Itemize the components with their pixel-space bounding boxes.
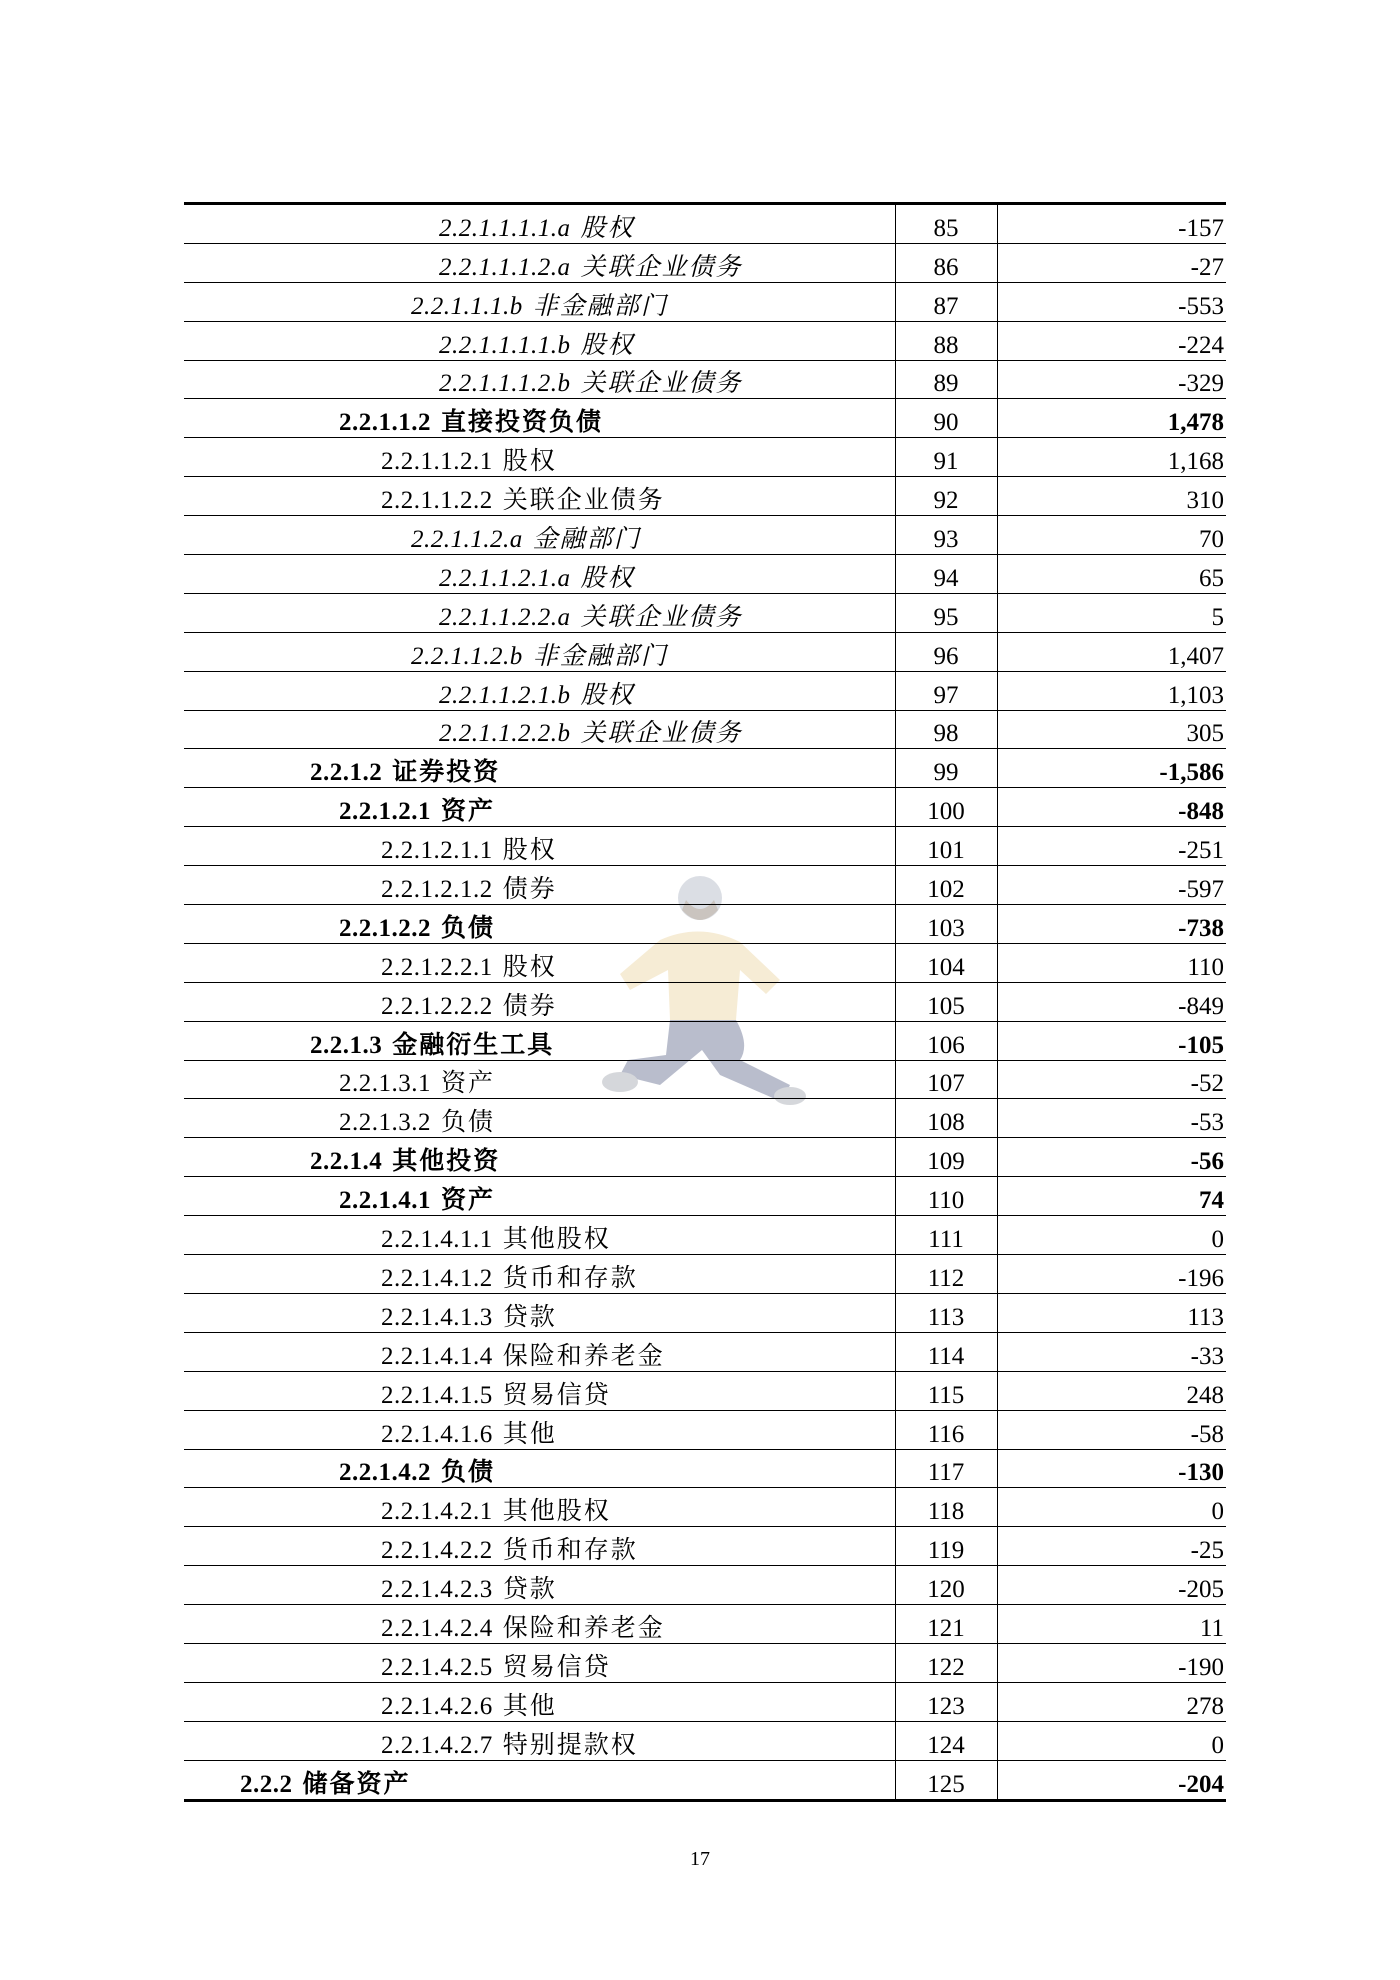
item-code: 2.2.1.2.2.1: [381, 953, 493, 981]
line-number-cell: 102: [895, 866, 997, 905]
item-label-cell: [184, 282, 895, 321]
item-label-cell: [184, 982, 895, 1021]
item-label-cell: [184, 1643, 895, 1682]
item-code: 2.2.1.2.2: [339, 914, 431, 942]
item-label-cell: [184, 710, 895, 749]
item-label-cell: [184, 1721, 895, 1760]
value-cell: -329: [997, 360, 1226, 399]
item-name: 金融部门: [532, 526, 641, 554]
line-number-cell: 93: [895, 516, 997, 555]
line-number-cell: 109: [895, 1138, 997, 1177]
line-number-cell: 91: [895, 438, 997, 477]
item-name: 其他股权: [502, 1498, 611, 1526]
value-cell: -597: [997, 866, 1226, 905]
item-label-cell: [184, 749, 895, 788]
item-code: 2.2.1.4.1.6: [381, 1420, 493, 1448]
value-cell: 70: [997, 516, 1226, 555]
item-name: 资产: [441, 798, 496, 826]
item-label-cell: [184, 1177, 895, 1216]
table-row: [184, 243, 1226, 282]
table-row: [184, 1605, 1226, 1644]
item-name: 其他: [502, 1420, 557, 1448]
item-code: 2.2.1.1.2.1.a: [439, 564, 571, 592]
value-cell: -58: [997, 1410, 1226, 1449]
table-row: [184, 438, 1226, 477]
item-label-cell: [184, 827, 895, 866]
item-name: 保险和养老金: [502, 1614, 665, 1642]
item-code: 2.2.1.4.1.3: [381, 1303, 493, 1331]
item-label-cell: [184, 943, 895, 982]
table-row: [184, 1721, 1226, 1760]
item-name: 储备资产: [302, 1770, 411, 1798]
item-name: 负债: [441, 914, 496, 942]
table-row: [184, 749, 1226, 788]
line-number-cell: 87: [895, 282, 997, 321]
balance-of-payments-table: [184, 202, 1226, 1802]
item-name: 关联企业债务: [580, 720, 743, 748]
item-code: 2.2.1.3.1: [339, 1070, 431, 1098]
item-code: 2.2.1.3.2: [339, 1109, 431, 1137]
item-label-cell: [184, 1682, 895, 1721]
item-label-cell: [184, 1527, 895, 1566]
item-code: 2.2.1.1.1.1.a: [439, 214, 571, 242]
item-name: 股权: [580, 564, 635, 592]
item-name: 非金融部门: [532, 292, 668, 320]
table-row: [184, 1527, 1226, 1566]
table-row: [184, 321, 1226, 360]
value-cell: -52: [997, 1060, 1226, 1099]
value-cell: 110: [997, 943, 1226, 982]
item-name: 货币和存款: [502, 1537, 638, 1565]
table-row: [184, 710, 1226, 749]
value-cell: 0: [997, 1216, 1226, 1255]
value-cell: -1,586: [997, 749, 1226, 788]
item-code: 2.2.1.4.2.7: [381, 1731, 493, 1759]
item-code: 2.2.1.1.1.1.b: [439, 331, 571, 359]
item-code: 2.2.1.1.2: [339, 409, 431, 437]
line-number-cell: 90: [895, 399, 997, 438]
item-code: 2.2.1.1.1.b: [411, 292, 523, 320]
value-cell: -190: [997, 1643, 1226, 1682]
line-number-cell: 117: [895, 1449, 997, 1488]
value-cell: 1,478: [997, 399, 1226, 438]
item-name: 关联企业债务: [580, 603, 743, 631]
line-number-cell: 110: [895, 1177, 997, 1216]
line-number-cell: 103: [895, 905, 997, 944]
table-body: [184, 204, 1226, 1801]
item-label-cell: [184, 1060, 895, 1099]
value-cell: -56: [997, 1138, 1226, 1177]
item-code: 2.2.1.4.1.4: [381, 1342, 493, 1370]
line-number-cell: 118: [895, 1488, 997, 1527]
value-cell: 248: [997, 1371, 1226, 1410]
table-row: [184, 593, 1226, 632]
item-code: 2.2.1.4.1: [339, 1187, 431, 1215]
line-number-cell: 122: [895, 1643, 997, 1682]
item-code: 2.2.1.4.2.2: [381, 1537, 493, 1565]
item-code: 2.2.1.1.2.2.a: [439, 603, 571, 631]
item-label-cell: [184, 671, 895, 710]
table-row: [184, 204, 1226, 244]
item-name: 贷款: [502, 1303, 557, 1331]
item-name: 其他投资: [392, 1148, 501, 1176]
item-name: 保险和养老金: [502, 1342, 665, 1370]
item-code: 2.2.1.1.2.1.b: [439, 681, 571, 709]
value-cell: -25: [997, 1527, 1226, 1566]
item-label-cell: [184, 204, 895, 244]
item-name: 负债: [441, 1109, 496, 1137]
item-name: 贷款: [502, 1576, 557, 1604]
table-row: [184, 1643, 1226, 1682]
item-code: 2.2.1.1.1.2.b: [439, 370, 571, 398]
value-cell: 0: [997, 1488, 1226, 1527]
line-number-cell: 101: [895, 827, 997, 866]
item-name: 货币和存款: [502, 1264, 638, 1292]
line-number-cell: 107: [895, 1060, 997, 1099]
table-row: [184, 1216, 1226, 1255]
item-name: 股权: [502, 837, 557, 865]
line-number-cell: 100: [895, 788, 997, 827]
line-number-cell: 113: [895, 1293, 997, 1332]
item-code: 2.2.1.4.2.6: [381, 1692, 493, 1720]
table-row: [184, 1332, 1226, 1371]
item-name: 股权: [502, 953, 557, 981]
line-number-cell: 88: [895, 321, 997, 360]
table-row: [184, 555, 1226, 594]
item-label-cell: [184, 1410, 895, 1449]
item-label-cell: [184, 1255, 895, 1294]
item-name: 证券投资: [392, 759, 501, 787]
value-cell: 1,407: [997, 632, 1226, 671]
item-code: 2.2.1.1.2.b: [411, 642, 523, 670]
item-code: 2.2.2: [240, 1770, 293, 1798]
item-label-cell: [184, 360, 895, 399]
item-name: 关联企业债务: [580, 370, 743, 398]
item-name: 债券: [502, 876, 557, 904]
table-row: [184, 282, 1226, 321]
line-number-cell: 121: [895, 1605, 997, 1644]
line-number-cell: 111: [895, 1216, 997, 1255]
item-code: 2.2.1.1.2.1: [381, 448, 493, 476]
table-row: [184, 1449, 1226, 1488]
line-number-cell: 104: [895, 943, 997, 982]
item-label-cell: [184, 788, 895, 827]
value-cell: 113: [997, 1293, 1226, 1332]
value-cell: -849: [997, 982, 1226, 1021]
item-code: 2.2.1.1.2.2: [381, 487, 493, 515]
table-row: [184, 827, 1226, 866]
item-name: 资产: [441, 1070, 496, 1098]
item-name: 非金融部门: [532, 642, 668, 670]
value-cell: -53: [997, 1099, 1226, 1138]
line-number-cell: 115: [895, 1371, 997, 1410]
item-name: 贸易信贷: [502, 1653, 611, 1681]
value-cell: 11: [997, 1605, 1226, 1644]
item-name: 其他: [502, 1692, 557, 1720]
value-cell: 1,168: [997, 438, 1226, 477]
item-code: 2.2.1.3: [310, 1031, 383, 1059]
table-row: [184, 1293, 1226, 1332]
value-cell: -848: [997, 788, 1226, 827]
item-label-cell: [184, 593, 895, 632]
item-label-cell: [184, 321, 895, 360]
item-label-cell: [184, 905, 895, 944]
line-number-cell: 105: [895, 982, 997, 1021]
item-label-cell: [184, 1216, 895, 1255]
item-label-cell: [184, 477, 895, 516]
item-code: 2.2.1.1.2.a: [411, 526, 523, 554]
line-number-cell: 97: [895, 671, 997, 710]
line-number-cell: 124: [895, 1721, 997, 1760]
value-cell: -553: [997, 282, 1226, 321]
value-cell: -27: [997, 243, 1226, 282]
table-row: [184, 1138, 1226, 1177]
value-cell: -33: [997, 1332, 1226, 1371]
value-cell: 5: [997, 593, 1226, 632]
value-cell: -738: [997, 905, 1226, 944]
value-cell: -224: [997, 321, 1226, 360]
value-cell: -157: [997, 204, 1226, 244]
table-row: [184, 1566, 1226, 1605]
value-cell: -105: [997, 1021, 1226, 1060]
item-code: 2.2.1.4.2: [339, 1459, 431, 1487]
item-label-cell: [184, 555, 895, 594]
item-name: 贸易信贷: [502, 1381, 611, 1409]
item-name: 关联企业债务: [580, 253, 743, 281]
item-label-cell: [184, 516, 895, 555]
item-label-cell: [184, 1760, 895, 1800]
item-label-cell: [184, 1605, 895, 1644]
line-number-cell: 112: [895, 1255, 997, 1294]
item-code: 2.2.1.4.2.1: [381, 1498, 493, 1526]
item-code: 2.2.1.4.1.2: [381, 1264, 493, 1292]
item-label-cell: [184, 1021, 895, 1060]
table-row: [184, 1760, 1226, 1800]
item-label-cell: [184, 1488, 895, 1527]
item-code: 2.2.1.4.1.5: [381, 1381, 493, 1409]
table-row: [184, 632, 1226, 671]
line-number-cell: 89: [895, 360, 997, 399]
item-name: 关联企业债务: [502, 487, 665, 515]
item-name: 股权: [580, 331, 635, 359]
line-number-cell: 94: [895, 555, 997, 594]
item-code: 2.2.1.2: [310, 759, 383, 787]
line-number-cell: 98: [895, 710, 997, 749]
table-row: [184, 982, 1226, 1021]
item-name: 负债: [441, 1459, 496, 1487]
table-row: [184, 905, 1226, 944]
table-row: [184, 1060, 1226, 1099]
value-cell: 74: [997, 1177, 1226, 1216]
table-row: [184, 1177, 1226, 1216]
item-label-cell: [184, 632, 895, 671]
item-name: 金融衍生工具: [392, 1031, 555, 1059]
item-label-cell: [184, 1332, 895, 1371]
item-name: 股权: [502, 448, 557, 476]
table-row: [184, 1099, 1226, 1138]
table-row: [184, 1682, 1226, 1721]
item-label-cell: [184, 1293, 895, 1332]
line-number-cell: 119: [895, 1527, 997, 1566]
item-code: 2.2.1.4.2.5: [381, 1653, 493, 1681]
line-number-cell: 106: [895, 1021, 997, 1060]
table-row: [184, 1255, 1226, 1294]
table-row: [184, 477, 1226, 516]
table-row: [184, 1021, 1226, 1060]
item-name: 直接投资负债: [441, 409, 604, 437]
table-row: [184, 866, 1226, 905]
table-row: [184, 399, 1226, 438]
item-label-cell: [184, 1449, 895, 1488]
item-name: 股权: [580, 681, 635, 709]
item-code: 2.2.1.4.1.1: [381, 1226, 493, 1254]
table-row: [184, 1488, 1226, 1527]
value-cell: -205: [997, 1566, 1226, 1605]
line-number-cell: 125: [895, 1760, 997, 1800]
line-number-cell: 116: [895, 1410, 997, 1449]
line-number-cell: 95: [895, 593, 997, 632]
item-code: 2.2.1.2.1.2: [381, 876, 493, 904]
item-code: 2.2.1.4: [310, 1148, 383, 1176]
line-number-cell: 92: [895, 477, 997, 516]
item-label-cell: [184, 438, 895, 477]
line-number-cell: 114: [895, 1332, 997, 1371]
line-number-cell: 86: [895, 243, 997, 282]
item-label-cell: [184, 399, 895, 438]
item-name: 股权: [580, 214, 635, 242]
value-cell: 278: [997, 1682, 1226, 1721]
value-cell: 0: [997, 1721, 1226, 1760]
item-code: 2.2.1.2.1.1: [381, 837, 493, 865]
page-number: 17: [690, 1848, 710, 1870]
item-label-cell: [184, 866, 895, 905]
value-cell: 305: [997, 710, 1226, 749]
item-name: 债券: [502, 992, 557, 1020]
table-row: [184, 1371, 1226, 1410]
item-code: 2.2.1.1.1.2.a: [439, 253, 571, 281]
table-row: [184, 360, 1226, 399]
value-cell: 1,103: [997, 671, 1226, 710]
line-number-cell: 120: [895, 1566, 997, 1605]
line-number-cell: 85: [895, 204, 997, 244]
item-code: 2.2.1.4.2.3: [381, 1576, 493, 1604]
item-code: 2.2.1.2.1: [339, 798, 431, 826]
table-row: [184, 516, 1226, 555]
table-row: [184, 788, 1226, 827]
value-cell: 65: [997, 555, 1226, 594]
item-label-cell: [184, 1566, 895, 1605]
item-name: 其他股权: [502, 1226, 611, 1254]
value-cell: -251: [997, 827, 1226, 866]
item-code: 2.2.1.2.2.2: [381, 992, 493, 1020]
table-row: [184, 1410, 1226, 1449]
value-cell: -204: [1178, 1770, 1224, 1798]
value-cell: -196: [997, 1255, 1226, 1294]
line-number-cell: 123: [895, 1682, 997, 1721]
item-label-cell: [184, 1371, 895, 1410]
line-number-cell: 99: [895, 749, 997, 788]
item-code: 2.2.1.1.2.2.b: [439, 720, 571, 748]
item-label-cell: [184, 1138, 895, 1177]
item-name: 资产: [441, 1187, 496, 1215]
table-row: [184, 671, 1226, 710]
value-cell: 310: [997, 477, 1226, 516]
item-label-cell: [184, 1099, 895, 1138]
value-cell: -130: [997, 1449, 1226, 1488]
item-label-cell: [184, 243, 895, 282]
table-row: [184, 943, 1226, 982]
line-number-cell: 108: [895, 1099, 997, 1138]
item-name: 特别提款权: [502, 1731, 638, 1759]
line-number-cell: 96: [895, 632, 997, 671]
item-code: 2.2.1.4.2.4: [381, 1614, 493, 1642]
